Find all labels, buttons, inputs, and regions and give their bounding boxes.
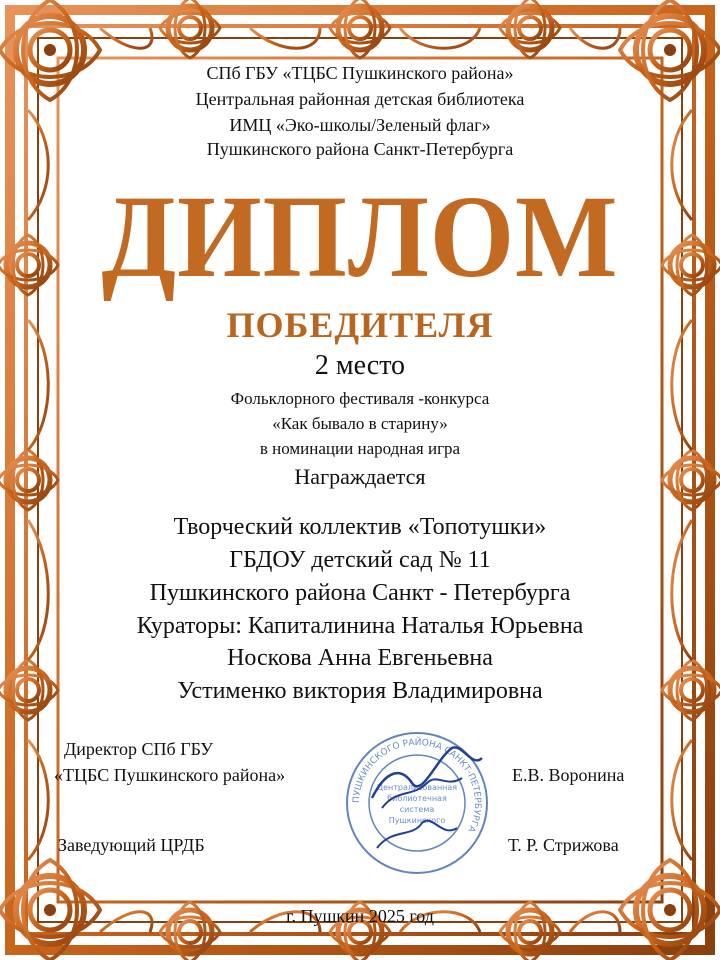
place-label: 2 место bbox=[314, 350, 406, 381]
director-title-line-1: Директор СПб ГБУ bbox=[64, 739, 214, 759]
recipient-line-4: Кураторы: Капиталинина Наталья Юрьевна bbox=[136, 613, 584, 639]
head-name: Т. Р. Стрижова bbox=[508, 835, 619, 855]
org-line-4: Пушкинского района Санкт-Петербурга bbox=[206, 139, 514, 159]
org-line-3: ИМЦ «Эко-школы/Зеленый флаг» bbox=[229, 115, 491, 135]
svg-text:система: система bbox=[399, 805, 435, 814]
svg-text:библиотечная: библиотечная bbox=[387, 794, 447, 803]
svg-text:ПУШКИНСКОГО РАЙОНА САНКТ-ПЕТЕР: ПУШКИНСКОГО РАЙОНА САНКТ-ПЕТЕРБУРГА bbox=[351, 737, 483, 834]
event-line-1: Фольклорного фестиваля -конкурса bbox=[230, 389, 490, 408]
official-stamp bbox=[342, 728, 492, 878]
diploma-title: ДИПЛОМ bbox=[101, 171, 619, 302]
diploma-subtitle: ПОБЕДИТЕЛЯ bbox=[226, 305, 494, 345]
svg-text:Централизованная: Централизованная bbox=[376, 783, 458, 792]
recipient-line-5: Носкова Анна Евгеньевна bbox=[227, 645, 493, 671]
recipient-line-1: Творческий коллектив «Топотушки» bbox=[173, 514, 547, 540]
org-line-1: СПб ГБУ «ТЦБС Пушкинского района» bbox=[206, 63, 514, 83]
director-title-line-2: «ТЦБС Пушкинского района» bbox=[54, 765, 286, 785]
head-title: Заведующий ЦРДБ bbox=[58, 835, 205, 855]
recipient-line-2: ГБДОУ детский сад № 11 bbox=[229, 547, 491, 573]
recipient-line-3: Пушкинского района Санкт - Петербурга bbox=[149, 580, 571, 606]
director-name: Е.В. Воронина bbox=[512, 765, 625, 785]
event-line-3: в номинации народная игра bbox=[259, 439, 461, 458]
svg-text:Пушкинского: Пушкинского bbox=[388, 816, 446, 825]
org-line-2: Центральная районная детская библиотека bbox=[195, 89, 525, 109]
event-line-2: «Как бывало в старину» bbox=[272, 414, 448, 433]
recipient-line-6: Устименко виктория Владимировна bbox=[177, 678, 543, 704]
footer-place-year: г. Пушкин 2025 год bbox=[286, 906, 434, 926]
awarded-label: Награждается bbox=[294, 464, 426, 489]
